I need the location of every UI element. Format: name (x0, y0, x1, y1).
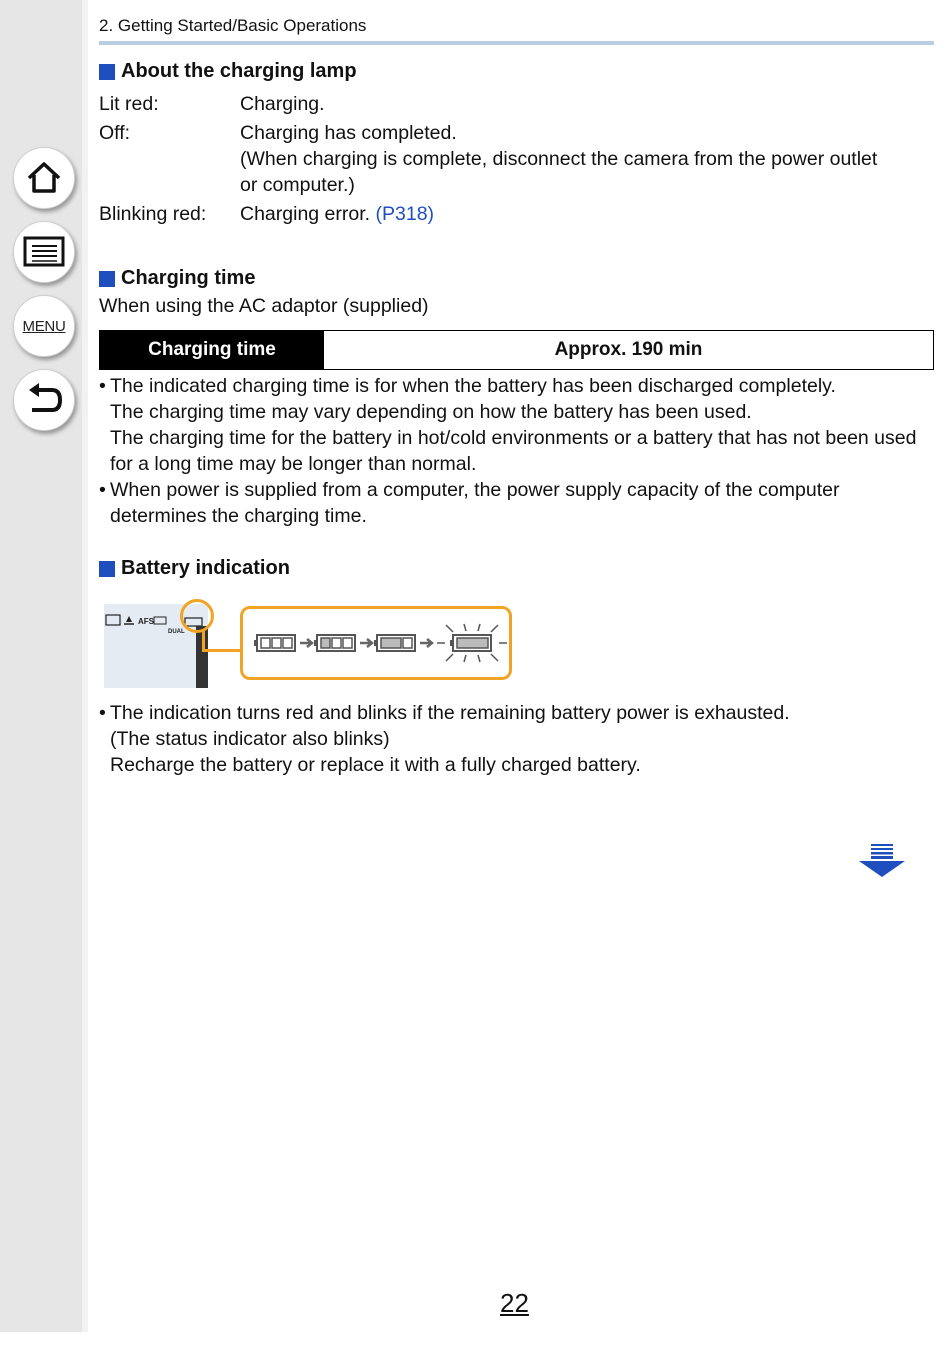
callout-connector (202, 631, 205, 651)
note-item (99, 477, 929, 529)
lamp-value-blinking-red (240, 201, 434, 227)
section-heading-battery-indication (99, 557, 290, 580)
lamp-value-off: Charging has completed. (240, 122, 457, 144)
table-value-cell: Approx. 190 min (554, 339, 703, 360)
arrow-right-icon (360, 639, 372, 647)
lcd-dual-label: DUAL (168, 629, 185, 635)
menu-label: MENU (22, 317, 66, 335)
note-line: determines the charging time. (110, 505, 367, 527)
battery-one-third-icon (374, 635, 415, 651)
section-square-icon (99, 271, 115, 287)
home-button[interactable] (13, 147, 75, 209)
battery-highlight-ring (180, 599, 214, 633)
lamp-label-lit-red: Lit red: (99, 93, 159, 115)
arrow-right-icon (420, 639, 432, 647)
home-icon (24, 158, 64, 198)
section-heading-text: About the charging lamp (121, 60, 357, 82)
note-item (99, 700, 929, 778)
bullet: • (99, 479, 106, 501)
next-page-arrow-icon[interactable] (858, 843, 906, 879)
breadcrumb: 2. Getting Started/Basic Operations (99, 16, 367, 35)
lamp-label-blinking-red: Blinking red: (99, 203, 207, 225)
callout-connector (202, 649, 242, 652)
page-bottom-strip (0, 1332, 950, 1352)
note-line: The charging time may vary depending on how the battery has been used. (110, 401, 752, 423)
battery-level-sequence (243, 609, 509, 677)
navigation-rail-edge (82, 0, 88, 1332)
page-number: 22 (500, 1288, 529, 1318)
note-line: for a long time may be longer than normal. (110, 453, 477, 475)
page-link-p318[interactable]: (P318) (375, 203, 435, 225)
note-item (99, 373, 929, 477)
section-square-icon (99, 64, 115, 80)
section-heading-charging-time (99, 267, 255, 290)
note-line: (The status indicator also blinks) (110, 728, 390, 750)
battery-level-callout (240, 606, 512, 680)
note-line: The indication turns red and blinks if the remaining battery power is exhausted. (110, 702, 790, 724)
list-icon (23, 235, 65, 269)
lamp-value-error-text: Charging error. (240, 203, 371, 225)
back-button[interactable] (13, 369, 75, 431)
note-line: Recharge the battery or replace it with a fully charged battery. (110, 754, 641, 776)
bullet: • (99, 375, 106, 397)
note-line: The charging time for the battery in hot/cold environments or a battery that has not been used (110, 427, 917, 449)
table-header-cell: Charging time (100, 331, 324, 369)
arrow-right-icon (300, 639, 312, 647)
return-icon (24, 381, 64, 419)
lcd-afs-label: AFS (138, 617, 154, 626)
bullet: • (99, 702, 106, 724)
note-line: When power is supplied from a computer, the power supply capacity of the computer (110, 479, 840, 501)
battery-empty-blinking-icon (437, 624, 507, 662)
battery-full-icon (254, 635, 295, 651)
section-heading-text: Battery indication (121, 557, 290, 579)
lamp-value-off-note-cont: or computer.) (240, 174, 355, 196)
lamp-value-lit-red: Charging. (240, 93, 325, 115)
charging-time-subtitle: When using the AC adaptor (supplied) (99, 295, 429, 317)
lamp-value-off-note: (When charging is complete, disconnect the camera from the power outlet (240, 148, 878, 170)
lamp-label-off: Off: (99, 122, 131, 144)
note-line: The indicated charging time is for when the battery has been discharged completely. (110, 375, 836, 397)
header-divider (99, 41, 934, 45)
table-of-contents-button[interactable] (13, 221, 75, 283)
section-heading-text: Charging time (121, 267, 256, 289)
battery-two-thirds-icon (314, 635, 355, 651)
section-heading-charging-lamp (99, 60, 357, 83)
charging-time-table (99, 330, 934, 370)
menu-button[interactable] (13, 295, 75, 357)
section-square-icon (99, 561, 115, 577)
